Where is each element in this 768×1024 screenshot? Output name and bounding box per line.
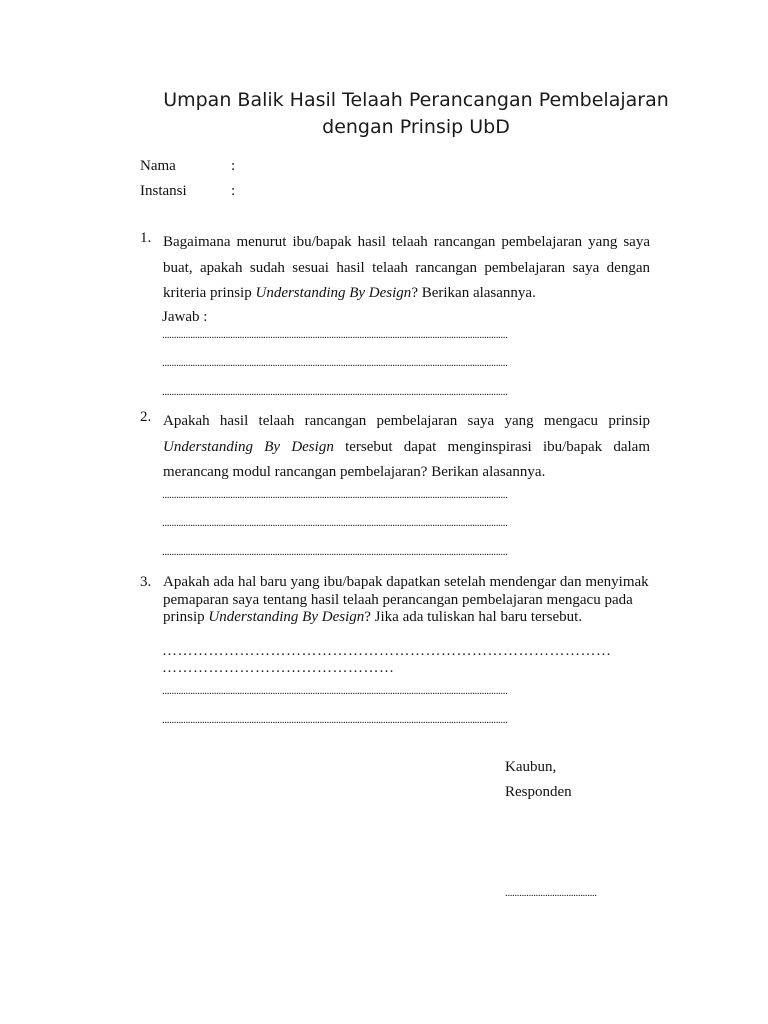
answer-line: ………………………………………	[162, 660, 395, 676]
question-3-text-after: ? Jika ada tuliskan hal baru tersebut.	[364, 609, 583, 625]
document-title: Umpan Balik Hasil Telaah Perancangan Pembelajaran dengan Prinsip UbD	[163, 89, 669, 138]
question-1-text-before: Bagaimana menurut ibu/bapak hasil telaah rancangan pembelajaran yang saya buat, apakah sudah sesuai hasil telaah rancangan pembelajaran saya dengan kriteria prinsip	[163, 234, 650, 301]
answer-line: ...................................................................................................................................................	[162, 714, 508, 726]
signature-line: .......................................	[505, 887, 597, 899]
answer-line: ...................................................................................................................................................	[162, 517, 508, 529]
field-nama-colon: :	[231, 158, 236, 174]
question-2-number: 2.	[140, 409, 152, 425]
answer-line: ...................................................................................................................................................	[162, 546, 508, 558]
question-2-text-after: tersebut dapat menginspirasi ibu/bapak dalam merancang modul rancangan pembelajaran? Berikan alasannya.	[163, 438, 650, 480]
answer-line: ...................................................................................................................................................	[162, 386, 508, 398]
question-1-text	[163, 230, 650, 307]
answer-line: ...................................................................................................................................................	[162, 329, 508, 341]
question-3-emphasis: Understanding By Design	[208, 609, 365, 625]
answer-line: ...................................................................................................................................................	[162, 357, 508, 369]
signature-place: Kaubun,	[505, 759, 557, 775]
question-3-text	[163, 574, 650, 627]
answer-line: ……………………………………………………………………………	[162, 643, 612, 659]
field-instansi-colon: :	[231, 183, 236, 199]
answer-line: ...................................................................................................................................................	[162, 685, 508, 697]
field-instansi-label: Instansi	[140, 183, 187, 199]
answer-line: ...................................................................................................................................................	[162, 489, 508, 501]
answer-label: Jawab :	[162, 309, 208, 325]
question-1-emphasis: Understanding By Design	[255, 285, 412, 301]
question-1-number: 1.	[140, 230, 152, 246]
question-3-number: 3.	[140, 574, 152, 590]
signature-role: Responden	[505, 784, 572, 800]
question-2-text-before: Apakah hasil telaah rancangan pembelajaran saya yang mengacu prinsip	[163, 413, 650, 429]
question-2-emphasis: Understanding By Design	[163, 438, 334, 455]
question-3-text-before: Apakah ada hal baru yang ibu/bapak dapatkan setelah mendengar dan menyimak pemaparan saya tentang hasil telaah perancangan pembelajaran mengacu pada prinsip	[163, 574, 649, 625]
field-nama-label: Nama	[140, 158, 176, 174]
question-2-text	[163, 409, 650, 486]
question-1-text-after: ? Berikan alasannya.	[411, 285, 536, 301]
